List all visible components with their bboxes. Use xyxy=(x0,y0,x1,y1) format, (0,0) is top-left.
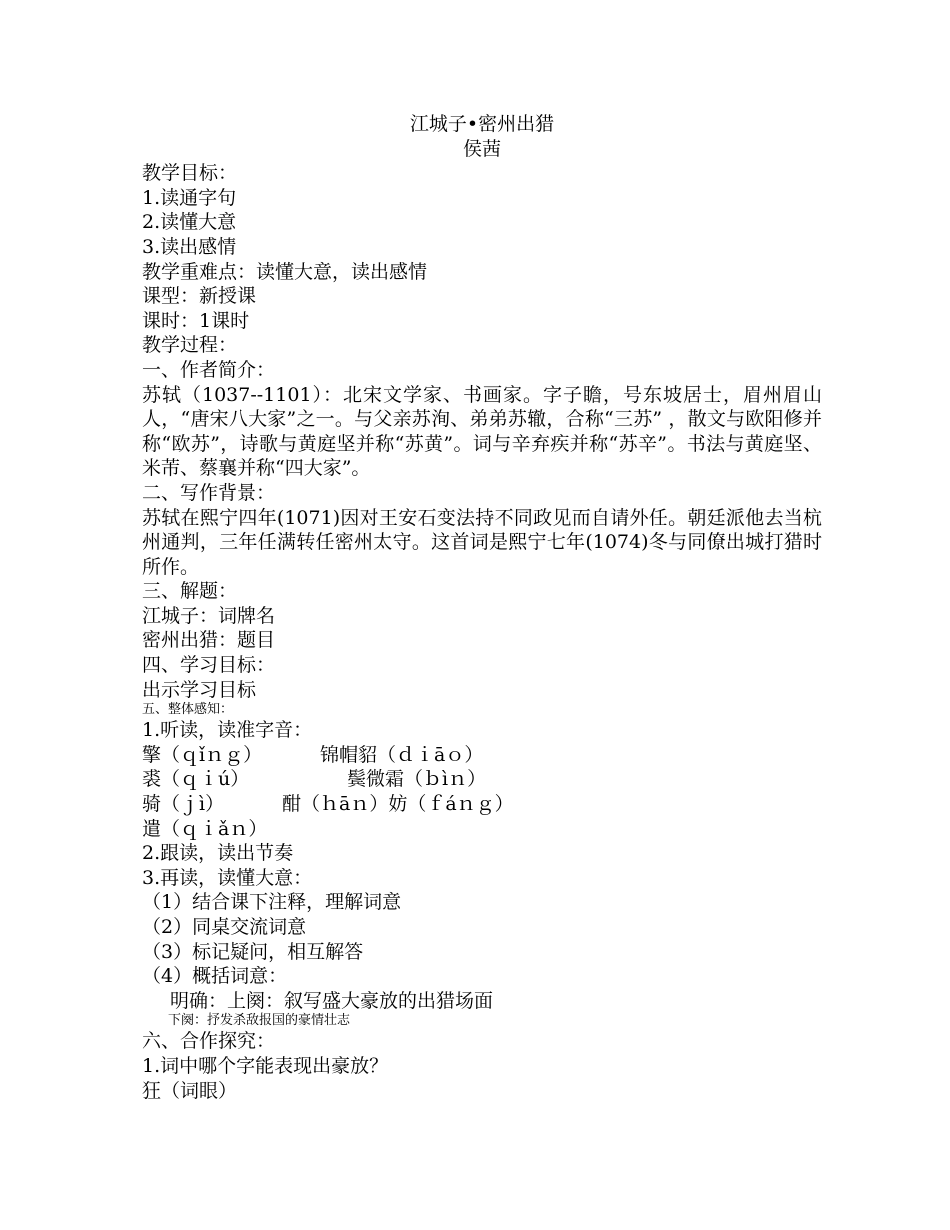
pinyin-row xyxy=(142,767,822,792)
goal-item: 2.读懂大意 xyxy=(142,211,237,234)
title-explain-item: 密州出猎：题目 xyxy=(142,629,276,652)
learning-goals-text: 出示学习目标 xyxy=(142,678,257,701)
section-author-text: 苏轼（1037--1101）：北宋文学家、书画家。字子瞻，号东坡居士，眉州眉山人，“唐宋八大家”之一。与父亲苏洵、弟弟苏辙，合称“三苏” ，散文与欧阳修并称“欧苏”，诗歌与黄庭坚并称“苏黄”。词与辛弃疾并称“苏辛”。书法与黄庭坚、米芾、蔡襄并称“四大家”。 xyxy=(142,383,822,480)
overall-substep: （3）标记疑问，相互解答 xyxy=(142,940,364,963)
document-page xyxy=(142,112,822,1103)
pinyin-item: 擎（ｑǐｎｇ） xyxy=(142,743,263,766)
lesson-time: 课时：1课时 xyxy=(142,309,250,332)
goals-heading: 教学目标： xyxy=(142,162,238,185)
section-explore-heading: 六、合作探究： xyxy=(142,1030,276,1053)
overall-substep: （1）结合课下注释，理解词意 xyxy=(142,891,402,914)
pinyin-row xyxy=(142,792,822,817)
title-explain-item: 江城子：词牌名 xyxy=(142,604,276,627)
document-author: 侯茜 xyxy=(462,137,501,160)
goal-item: 3.读出感情 xyxy=(142,235,237,258)
pinyin-row xyxy=(142,743,822,768)
overall-substep: （4）概括词意： xyxy=(142,965,288,988)
goal-item: 1.读通字句 xyxy=(142,186,237,209)
pinyin-item: 锦帽貂（ｄｉāｏ） xyxy=(320,743,484,766)
pinyin-item: 酣（ｈāｎ）妨（ｆáｎｇ） xyxy=(282,793,514,816)
pinyin-row xyxy=(142,817,822,842)
key-points: 教学重难点：读懂大意，读出感情 xyxy=(142,260,428,283)
section-background-text: 苏轼在熙宁四年(1071)因对王安石变法持不同政见而自请外任。朝廷派他去当杭州通判，三年任满转任密州太守。这首词是熙宁七年(1074)冬与同僚出城打猎时所作。 xyxy=(142,506,822,578)
explore-answer-1: 狂（词眼） xyxy=(142,1079,238,1102)
explore-question-1: 1.词中哪个字能表现出豪放？ xyxy=(142,1054,389,1077)
section-background-heading: 二、写作背景： xyxy=(142,481,276,504)
overall-step-3: 3.再读，读懂大意： xyxy=(142,866,313,889)
overall-step-1: 1.听读，读准字音： xyxy=(142,719,313,742)
process-heading: 教学过程： xyxy=(142,334,238,357)
document-title: 江城子•密州出猎 xyxy=(409,113,555,135)
lesson-type: 课型：新授课 xyxy=(142,285,257,308)
overall-substep: （2）同桌交流词意 xyxy=(142,916,307,938)
clarify-upper: 明确：上阕：叙写盛大豪放的出猎场面 xyxy=(170,989,494,1012)
pinyin-item: 鬓微霜（ｂìｎ） xyxy=(347,768,487,791)
section-title-explain-heading: 三、解题： xyxy=(142,580,238,603)
pinyin-item: 裘（ｑｉú） xyxy=(142,768,250,791)
overall-step-2: 2.跟读，读出节奏 xyxy=(142,842,294,865)
section-overall-heading: 五、整体感知： xyxy=(142,702,234,718)
pinyin-item: 遣（ｑｉǎｎ） xyxy=(142,817,268,840)
section-author-heading: 一、作者简介： xyxy=(142,358,276,381)
clarify-lower: 下阕：抒发杀敌报国的豪情壮志 xyxy=(168,1013,351,1029)
section-learning-goals-heading: 四、学习目标： xyxy=(142,654,276,677)
pinyin-item: 骑（ｊì） xyxy=(142,793,225,816)
